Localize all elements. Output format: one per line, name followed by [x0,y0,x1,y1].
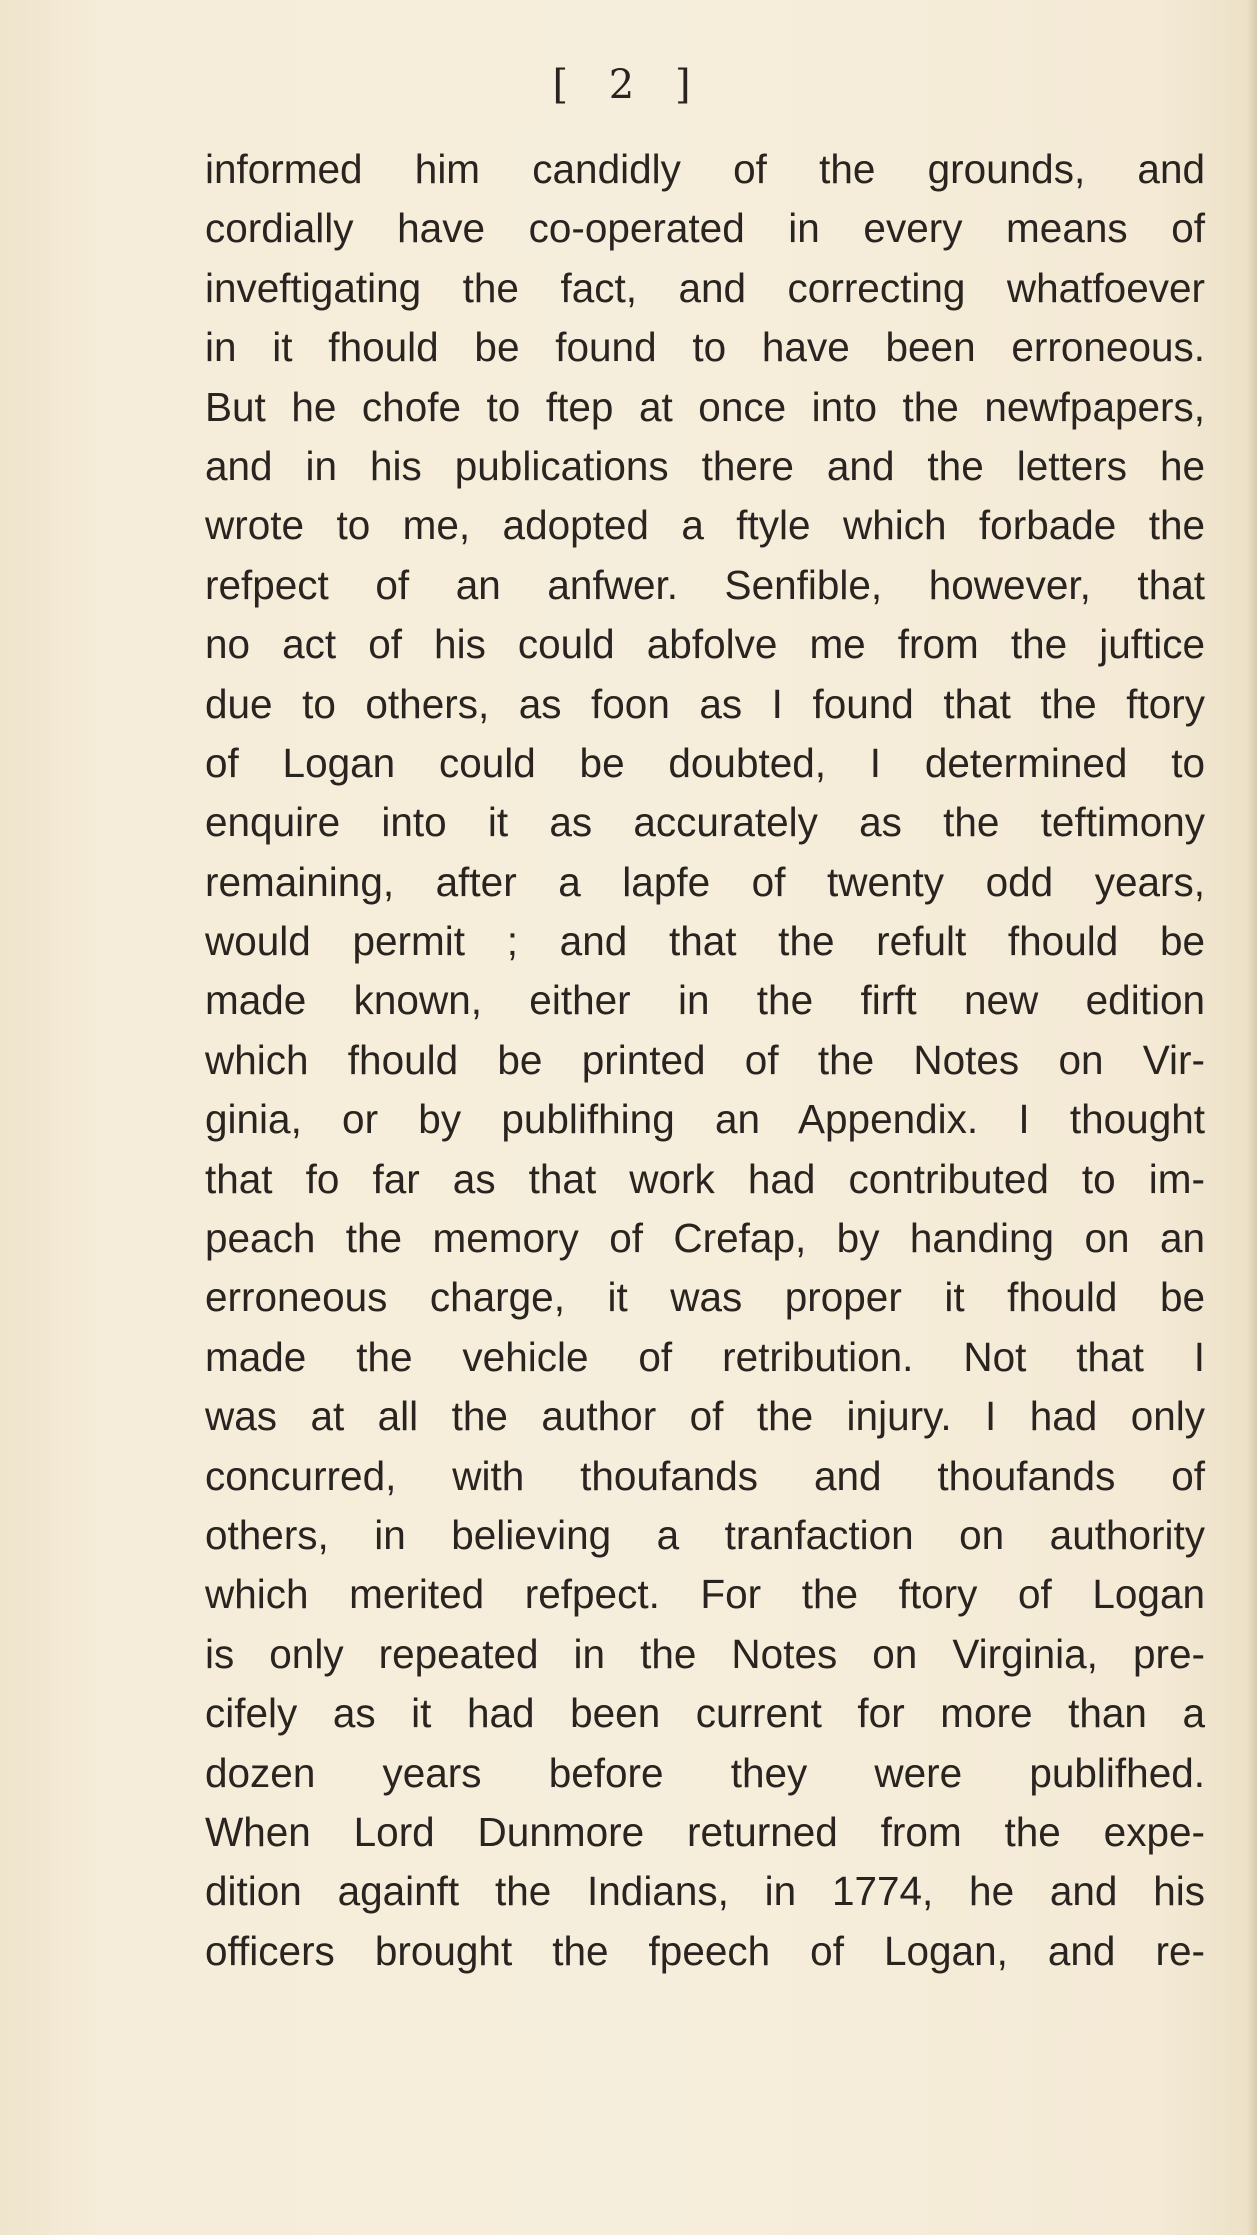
text-line: remaining, after a lapfe of twenty odd years, [205,858,1205,905]
text-line: which fhould be printed of the Notes on Vir- [205,1036,1205,1083]
text-line: refpect of an anfwer. Senfible, however, that [205,561,1205,608]
text-line: made known, either in the firft new edition [205,977,1205,1024]
text-line: was at all the author of the injury. I had only [205,1393,1205,1440]
text-line: dozen years before they were publifhed. [205,1749,1205,1796]
text-line: of Logan could be doubted, I determined to [205,739,1205,786]
text-line: that fo far as that work had contributed to im- [205,1155,1205,1202]
text-line: inveftigating the fact, and correcting whatfoever [205,264,1205,311]
text-line: others, in believing a tranfaction on authority [205,1511,1205,1558]
body-text [205,140,1205,1981]
text-line: dition againft the Indians, in 1774, he and his [205,1868,1205,1915]
text-line: wrote to me, adopted a ftyle which forbade the [205,502,1205,549]
text-line: would permit ; and that the refult fhould be [205,918,1205,965]
text-line: When Lord Dunmore returned from the expe- [205,1808,1205,1855]
page-edge-shadow [1247,0,1257,2235]
text-line: made the vehicle of retribution. Not that I [205,1333,1205,1380]
text-line: no act of his could abfolve me from the juftice [205,621,1205,668]
page-number: [ 2 ] [552,62,705,108]
text-line: is only repeated in the Notes on Virginia, pre- [205,1630,1205,1677]
text-line: enquire into it as accurately as the teftimony [205,799,1205,846]
text-line: in it fhould be found to have been erroneous. [205,324,1205,371]
text-line: ginia, or by publifhing an Appendix. I thought [205,1096,1205,1143]
text-line: informed him candidly of the grounds, and [205,146,1205,192]
text-line: officers brought the fpeech of Logan, and re- [205,1927,1205,1974]
text-line: which merited refpect. For the ftory of Logan [205,1571,1205,1618]
text-line: concurred, with thoufands and thoufands of [205,1452,1205,1499]
text-line: But he chofe to ftep at once into the newfpapers, [205,383,1205,430]
text-line: cifely as it had been current for more than a [205,1690,1205,1737]
text-line: and in his publications there and the letters he [205,442,1205,489]
text-line: due to others, as foon as I found that the ftory [205,680,1205,727]
text-line: erroneous charge, it was proper it fhould be [205,1274,1205,1321]
text-line: peach the memory of Crefap, by handing on an [205,1215,1205,1262]
text-line: cordially have co-operated in every means of [205,205,1205,252]
